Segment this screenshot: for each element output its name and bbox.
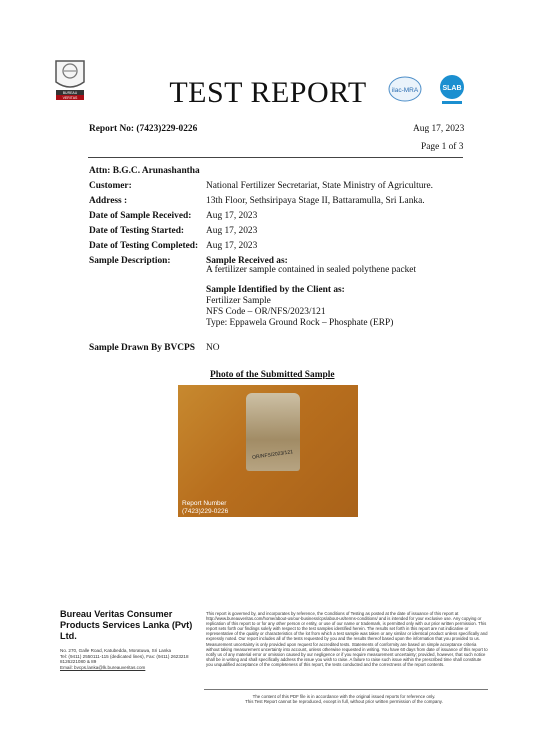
address-label: Address : (89, 196, 128, 206)
report-date: Aug 17, 2023 (413, 124, 465, 134)
divider (88, 157, 463, 158)
note-line: This Test Report cannot be reproduced, except in full, without prior written permission of the company. (245, 699, 443, 705)
tel-line: Tel: (9411) 2550111-115 (dedicated lines), Fax: (9411) 2623218 (60, 653, 189, 659)
photo-caption-line2: (7423)229-0226 (182, 508, 229, 515)
sample-identified-heading: Sample Identified by the Client as: (206, 285, 345, 295)
page-number: Page 1 of 3 (421, 142, 464, 152)
sample-identified-line: Type: Eppawela Ground Rock – Phosphate (ERP) (206, 318, 394, 328)
date-received-value: Aug 17, 2023 (206, 211, 258, 221)
photo-caption (182, 500, 228, 516)
date-completed-label: Date of Testing Completed: (89, 241, 199, 251)
slab-label: SLAB (442, 85, 462, 92)
report-number: Report No: (7423)229-0226 (89, 124, 198, 134)
customer-value: National Fertilizer Secretariat, State Ministry of Agriculture. (206, 181, 434, 191)
address-line: No. 270, Galle Road, Katubedda, Moratuwa, Sri Lanka (60, 648, 172, 653)
sample-received-heading: Sample Received as: (206, 256, 288, 266)
address-value: 13th Floor, Sethsiripaya Stage II, Battaramulla, Sri Lanka. (206, 196, 425, 206)
footer-note (214, 694, 474, 704)
bag-label: OR/NFS/2023/121 (251, 449, 294, 461)
photo-caption-line1: Report Number (182, 500, 227, 507)
attention-line: Attn: B.G.C. Arunashantha (89, 166, 200, 176)
sample-description-label: Sample Description: (89, 256, 171, 266)
photo-heading: Photo of the Submitted Sample (210, 370, 335, 380)
ilac-mra-badge-icon (389, 77, 421, 101)
date-started-value: Aug 17, 2023 (206, 226, 258, 236)
sample-received-text: A fertilizer sample contained in sealed polythene packet (206, 265, 417, 275)
logo-text-veritas: VERITAS (62, 96, 78, 100)
company-line: Products Services Lanka (Pvt) (60, 620, 193, 630)
sample-identified-line: NFS Code – OR/NFS/2023/121 (206, 307, 326, 317)
accreditation-badges (384, 70, 484, 110)
company-line: Bureau Veritas Consumer (60, 609, 173, 619)
sample-drawn-value: NO (206, 343, 220, 353)
date-completed-value: Aug 17, 2023 (206, 241, 258, 251)
footer-divider (204, 689, 488, 690)
ilac-mra-label: ilac-MRA (391, 87, 419, 94)
date-started-label: Date of Testing Started: (89, 226, 185, 236)
page-title: TEST REPORT (169, 76, 367, 109)
date-received-label: Date of Sample Received: (89, 211, 192, 221)
slab-badge-icon (440, 75, 464, 104)
logo-text-bureau: BUREAU (62, 91, 78, 95)
sample-identified-line: Fertilizer Sample (206, 296, 271, 306)
tel-line: 8126221080 & 89 (60, 659, 97, 665)
terms-text: This report is governed by, and incorporates by reference, the Conditions of Testing as posted at the date of issuance of this report at http://www.bureauveritas.com/home/about-us/our-business/cps/about-us/terms-conditions/ and is intended for your exclusive use. Any copying or replication of this report to or for any other person or entity, or use of our name or trademark, is permitted only with our prior written permission. This report sets forth our findings solely with respect to the test samples identified herein. The results set forth in this report are not indicative or representative of the quality or characteristics of the lot from which a test sample was taken or any similar or identical product unless specifically and expressly noted. Our report includes all of the tests requested by you and the results thereof based upon the information that you provided to us. Measurement uncertainty is only provided upon request for accredited tests. Statements of conformity are based on simple acceptance criteria without taking measurement uncertainty into account, unless otherwise requested in writing. You have 60 days from date of issuance of this report to notify us of any material error or omission caused by our negligence or if you require measurement uncertainty; provided, however, that such notice shall be in writing and shall specifically address the issue you wish to raise. A failure to raise such issue within the prescribed time shall constitute you unqualified acceptance of the completeness of this report, the tests conducted and the correctness of the report contents. (206, 611, 488, 667)
customer-label: Customer: (89, 181, 132, 191)
email-link[interactable]: Email: bvcps.lanka@lk.bureauveritas.com (60, 664, 146, 670)
note-line: The content of this PDF file is in accordance with the original issued reports for reference only. (252, 694, 436, 699)
sample-drawn-label: Sample Drawn By BVCPS (89, 343, 195, 353)
footer-address (60, 648, 210, 670)
footer-company-name (60, 609, 192, 642)
company-line: Ltd. (60, 631, 77, 641)
